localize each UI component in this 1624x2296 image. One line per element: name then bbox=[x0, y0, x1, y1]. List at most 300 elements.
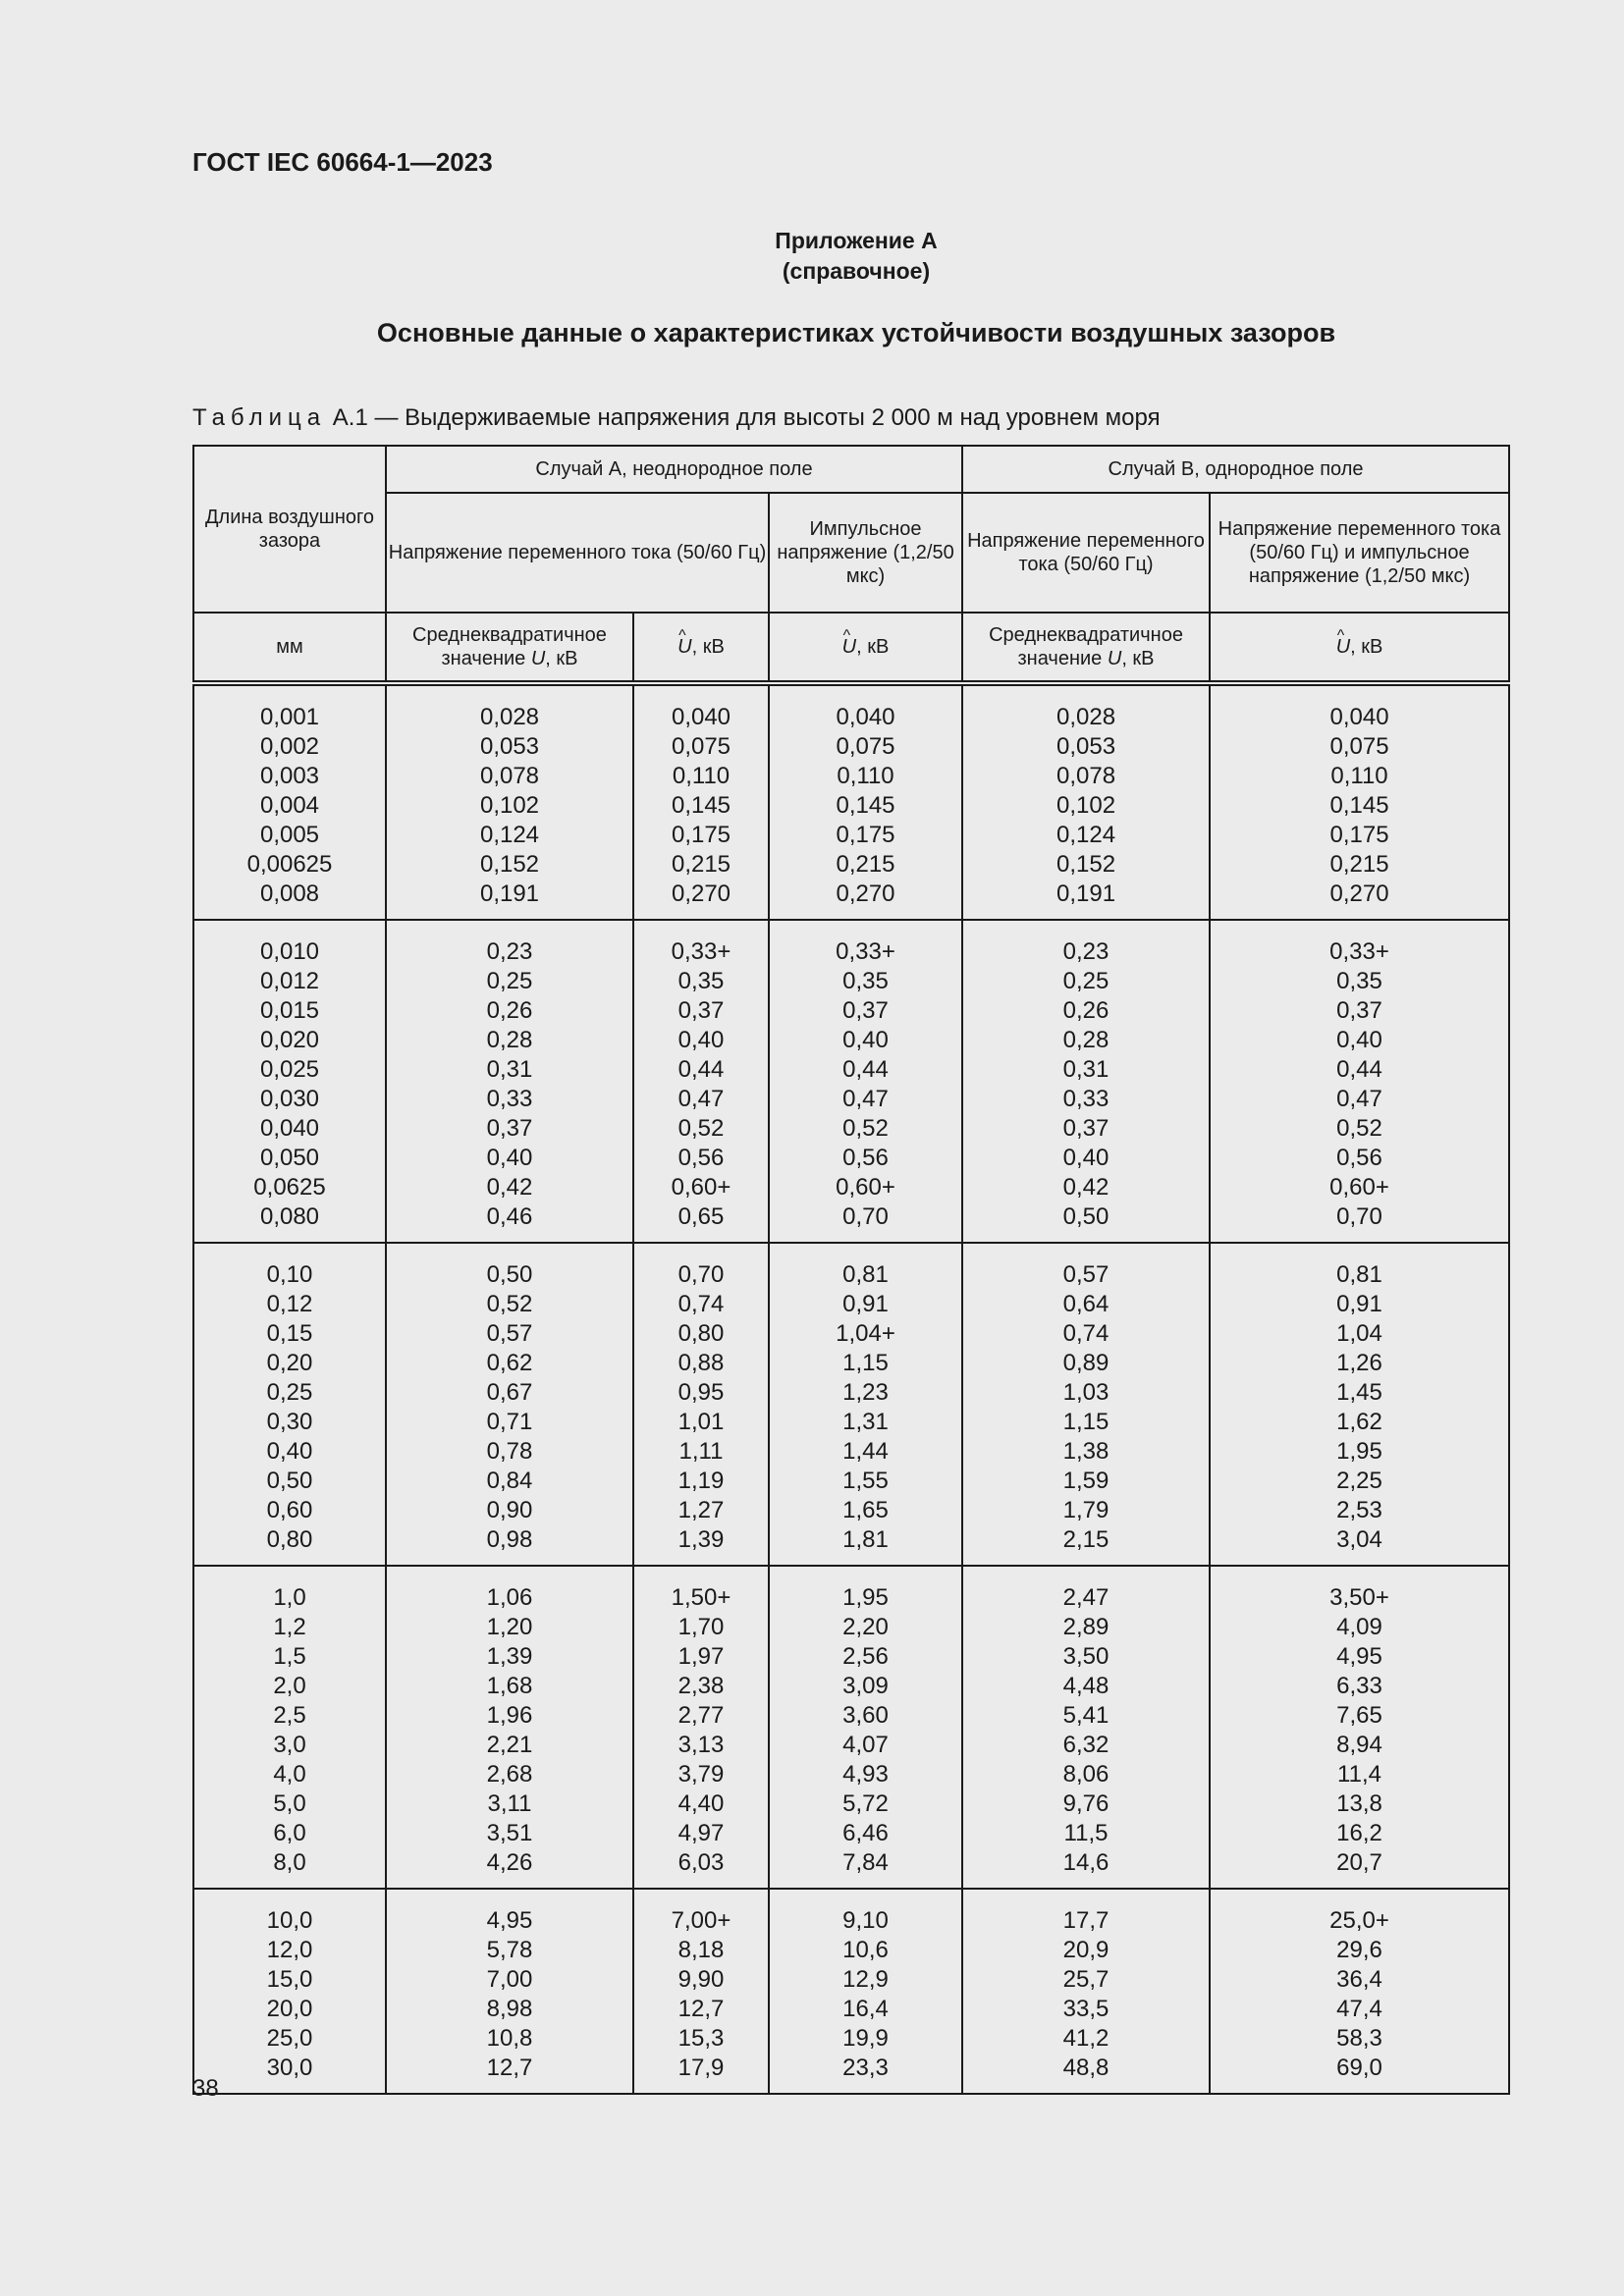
cell-value: 1,23 bbox=[842, 1379, 889, 1406]
cell-value: 12,9 bbox=[842, 1966, 889, 1993]
cell-value: 41,2 bbox=[1062, 2025, 1110, 2052]
cell-value: 19,9 bbox=[842, 2025, 889, 2052]
cell-case-a-ac-rms bbox=[386, 683, 633, 920]
cell-value: 0,110 bbox=[837, 763, 894, 789]
cell-value: 0,145 bbox=[671, 792, 731, 819]
cell-value: 0,42 bbox=[486, 1174, 533, 1201]
peak-symbol: ^ U bbox=[842, 635, 856, 659]
cell-value: 0,40 bbox=[1062, 1145, 1110, 1171]
cell-value: 0,0625 bbox=[253, 1174, 326, 1201]
row-group bbox=[193, 920, 1509, 1243]
cell-value: 0,37 bbox=[842, 997, 889, 1024]
cell-value: 0,52 bbox=[677, 1115, 725, 1142]
cell-value: 2,21 bbox=[486, 1732, 533, 1758]
cell-value: 0,80 bbox=[677, 1320, 725, 1347]
cell-value: 0,95 bbox=[677, 1379, 725, 1406]
cell-value: 0,23 bbox=[1062, 938, 1110, 965]
cell-value: 0,37 bbox=[486, 1115, 533, 1142]
cell-case-a-impulse-peak bbox=[769, 1243, 962, 1566]
cell-case-b-ac-rms bbox=[962, 1566, 1210, 1889]
cell-value: 1,95 bbox=[1336, 1438, 1382, 1465]
cell-value: 33,5 bbox=[1062, 1996, 1110, 2022]
cell-value: 0,12 bbox=[266, 1291, 313, 1317]
cell-value: 0,020 bbox=[259, 1027, 320, 1053]
cell-value: 1,15 bbox=[1062, 1409, 1110, 1435]
cell-value: 20,9 bbox=[1062, 1937, 1110, 1963]
cell-value: 0,31 bbox=[1062, 1056, 1110, 1083]
cell-value: 0,102 bbox=[1056, 792, 1116, 819]
cell-value: 3,0 bbox=[273, 1732, 306, 1758]
cell-case-a-impulse-peak bbox=[769, 683, 962, 920]
cell-value: 1,96 bbox=[486, 1702, 533, 1729]
cell-value: 0,31 bbox=[486, 1056, 533, 1083]
cell-value: 0,44 bbox=[842, 1056, 889, 1083]
cell-value: 0,74 bbox=[1062, 1320, 1110, 1347]
cell-value: 0,040 bbox=[259, 1115, 320, 1142]
cell-value: 0,102 bbox=[479, 792, 540, 819]
cell-value: 30,0 bbox=[266, 2055, 313, 2081]
cell-value: 0,52 bbox=[486, 1291, 533, 1317]
cell-value: 0,175 bbox=[1329, 822, 1389, 848]
cell-value: 0,33+ bbox=[671, 938, 731, 965]
cell-value: 69,0 bbox=[1336, 2055, 1382, 2081]
cell-air-gap-mm bbox=[193, 1566, 386, 1889]
cell-value: 3,13 bbox=[677, 1732, 725, 1758]
cell-value: 16,4 bbox=[842, 1996, 889, 2022]
cell-value: 2,15 bbox=[1062, 1526, 1110, 1553]
cell-case-a-ac-rms bbox=[386, 920, 633, 1243]
cell-value: 0,152 bbox=[479, 851, 540, 878]
cell-case-b-ac-rms bbox=[962, 1243, 1210, 1566]
cell-value: 0,004 bbox=[259, 792, 320, 819]
cell-value: 0,90 bbox=[486, 1497, 533, 1523]
cell-value: 0,040 bbox=[671, 704, 731, 730]
cell-value: 6,0 bbox=[273, 1820, 306, 1846]
cell-value: 0,80 bbox=[266, 1526, 313, 1553]
cell-value: 2,56 bbox=[842, 1643, 889, 1670]
cell-value: 8,98 bbox=[486, 1996, 533, 2022]
cell-value: 2,53 bbox=[1336, 1497, 1382, 1523]
cell-value: 0,52 bbox=[842, 1115, 889, 1142]
row-group bbox=[193, 683, 1509, 920]
cell-case-b-ac-rms bbox=[962, 683, 1210, 920]
cell-value: 2,38 bbox=[677, 1673, 725, 1699]
cell-value: 4,0 bbox=[273, 1761, 306, 1788]
cell-value: 1,27 bbox=[677, 1497, 725, 1523]
cell-value: 4,09 bbox=[1336, 1614, 1382, 1640]
document-code: ГОСТ IEC 60664-1—2023 bbox=[192, 147, 493, 177]
cell-value: 0,70 bbox=[677, 1261, 725, 1288]
cell-value: 48,8 bbox=[1062, 2055, 1110, 2081]
cell-value: 4,07 bbox=[842, 1732, 889, 1758]
cell-value: 0,46 bbox=[486, 1203, 533, 1230]
cell-value: 1,19 bbox=[677, 1468, 725, 1494]
cell-value: 0,00625 bbox=[246, 851, 333, 878]
cell-value: 0,28 bbox=[486, 1027, 533, 1053]
rms-symbol: U bbox=[1107, 648, 1122, 669]
header-case-a-ac: Напряжение переменного тока (50/60 Гц) bbox=[386, 493, 769, 613]
appendix-status: (справочное) bbox=[782, 258, 931, 284]
cell-case-a-impulse-peak bbox=[769, 920, 962, 1243]
cell-value: 3,50+ bbox=[1329, 1584, 1389, 1611]
cell-value: 0,040 bbox=[1329, 704, 1389, 730]
cell-case-a-ac-rms bbox=[386, 1243, 633, 1566]
cell-value: 15,3 bbox=[677, 2025, 725, 2052]
cell-value: 1,0 bbox=[273, 1584, 306, 1611]
cell-value: 0,35 bbox=[1336, 968, 1382, 994]
cell-value: 0,270 bbox=[671, 881, 731, 907]
cell-value: 0,62 bbox=[486, 1350, 533, 1376]
cell-value: 0,110 bbox=[672, 763, 731, 789]
cell-value: 5,0 bbox=[273, 1790, 306, 1817]
cell-case-a-ac-peak bbox=[633, 920, 769, 1243]
cell-value: 0,40 bbox=[1336, 1027, 1382, 1053]
cell-value: 2,25 bbox=[1336, 1468, 1382, 1494]
cell-value: 0,50 bbox=[1062, 1203, 1110, 1230]
cell-value: 5,72 bbox=[842, 1790, 889, 1817]
cell-value: 0,075 bbox=[836, 733, 895, 760]
table-caption bbox=[192, 404, 1161, 432]
cell-value: 1,06 bbox=[486, 1584, 533, 1611]
cell-value: 0,25 bbox=[266, 1379, 313, 1406]
cell-value: 0,44 bbox=[677, 1056, 725, 1083]
cell-value: 1,26 bbox=[1336, 1350, 1382, 1376]
cell-case-a-ac-peak bbox=[633, 1243, 769, 1566]
cell-value: 5,41 bbox=[1062, 1702, 1110, 1729]
cell-value: 0,56 bbox=[1336, 1145, 1382, 1171]
cell-value: 1,68 bbox=[486, 1673, 533, 1699]
cell-value: 0,124 bbox=[479, 822, 540, 848]
cell-value: 1,11 bbox=[678, 1438, 724, 1465]
cell-value: 20,7 bbox=[1336, 1849, 1382, 1876]
cell-value: 1,79 bbox=[1062, 1497, 1110, 1523]
cell-value: 4,95 bbox=[1336, 1643, 1382, 1670]
cell-value: 12,7 bbox=[677, 1996, 725, 2022]
cell-value: 0,60 bbox=[266, 1497, 313, 1523]
cell-value: 0,145 bbox=[836, 792, 895, 819]
cell-value: 0,215 bbox=[1329, 851, 1389, 878]
header-rms-case-b bbox=[962, 613, 1210, 683]
cell-value: 0,56 bbox=[677, 1145, 725, 1171]
header-unit-mm: мм bbox=[193, 613, 386, 683]
cell-value: 0,50 bbox=[266, 1468, 313, 1494]
cell-value: 9,90 bbox=[677, 1966, 725, 1993]
cell-value: 1,55 bbox=[842, 1468, 889, 1494]
cell-value: 0,050 bbox=[259, 1145, 320, 1171]
cell-value: 3,50 bbox=[1062, 1643, 1110, 1670]
cell-value: 0,040 bbox=[836, 704, 895, 730]
header-case-a-impulse: Импульсное напряжение (1,2/50 мкс) bbox=[769, 493, 962, 613]
cell-value: 0,028 bbox=[1056, 704, 1116, 730]
cell-value: 1,31 bbox=[842, 1409, 889, 1435]
header-peak-case-a-impulse bbox=[769, 613, 962, 683]
cell-value: 0,35 bbox=[842, 968, 889, 994]
cell-value: 0,215 bbox=[836, 851, 895, 878]
cell-value: 0,88 bbox=[677, 1350, 725, 1376]
cell-value: 3,79 bbox=[677, 1761, 725, 1788]
cell-value: 36,4 bbox=[1336, 1966, 1382, 1993]
cell-value: 29,6 bbox=[1336, 1937, 1382, 1963]
cell-value: 1,04 bbox=[1336, 1320, 1382, 1347]
cell-value: 0,075 bbox=[671, 733, 731, 760]
cell-value: 7,00+ bbox=[671, 1907, 731, 1934]
cell-value: 0,270 bbox=[836, 881, 895, 907]
cell-value: 2,89 bbox=[1062, 1614, 1110, 1640]
rms-label: Среднеквадратичное значение bbox=[989, 624, 1183, 669]
cell-value: 6,03 bbox=[677, 1849, 725, 1876]
cell-value: 1,01 bbox=[677, 1409, 725, 1435]
cell-value: 0,91 bbox=[1336, 1291, 1382, 1317]
cell-value: 15,0 bbox=[266, 1966, 313, 1993]
cell-air-gap-mm bbox=[193, 920, 386, 1243]
cell-value: 9,10 bbox=[842, 1907, 889, 1934]
page-number: 38 bbox=[192, 2075, 219, 2102]
rms-symbol: U bbox=[530, 648, 546, 669]
cell-value: 7,84 bbox=[842, 1849, 889, 1876]
cell-value: 10,0 bbox=[266, 1907, 313, 1934]
cell-value: 25,0+ bbox=[1329, 1907, 1389, 1934]
cell-case-a-ac-peak bbox=[633, 1566, 769, 1889]
cell-value: 2,5 bbox=[273, 1702, 306, 1729]
cell-value: 0,42 bbox=[1062, 1174, 1110, 1201]
cell-value: 0,078 bbox=[1056, 763, 1116, 789]
cell-value: 11,4 bbox=[1337, 1761, 1381, 1788]
cell-value: 0,10 bbox=[266, 1261, 313, 1288]
cell-value: 17,7 bbox=[1062, 1907, 1110, 1934]
cell-value: 1,20 bbox=[486, 1614, 533, 1640]
cell-value: 1,5 bbox=[273, 1643, 306, 1670]
cell-value: 0,152 bbox=[1056, 851, 1116, 878]
cell-value: 0,053 bbox=[1056, 733, 1116, 760]
cell-value: 0,37 bbox=[1336, 997, 1382, 1024]
cell-value: 0,71 bbox=[486, 1409, 533, 1435]
cell-value: 12,0 bbox=[266, 1937, 313, 1963]
cell-value: 0,012 bbox=[259, 968, 320, 994]
cell-value: 3,04 bbox=[1336, 1526, 1382, 1553]
cell-value: 1,38 bbox=[1062, 1438, 1110, 1465]
cell-value: 0,33+ bbox=[836, 938, 895, 965]
cell-case-a-ac-rms bbox=[386, 1566, 633, 1889]
cell-value: 0,175 bbox=[836, 822, 895, 848]
cell-value: 0,191 bbox=[479, 881, 540, 907]
cell-value: 0,028 bbox=[479, 704, 540, 730]
cell-value: 1,62 bbox=[1336, 1409, 1382, 1435]
cell-value: 0,270 bbox=[1329, 881, 1389, 907]
cell-value: 1,97 bbox=[677, 1643, 725, 1670]
appendix-heading bbox=[0, 226, 1624, 287]
cell-value: 7,65 bbox=[1336, 1702, 1382, 1729]
rms-label: Среднеквадратичное значение bbox=[412, 624, 607, 669]
cell-value: 0,26 bbox=[1062, 997, 1110, 1024]
cell-value: 2,20 bbox=[842, 1614, 889, 1640]
cell-value: 0,98 bbox=[486, 1526, 533, 1553]
peak-unit: , кВ bbox=[1350, 636, 1383, 658]
cell-value: 0,33 bbox=[1062, 1086, 1110, 1112]
cell-case-a-impulse-peak bbox=[769, 1566, 962, 1889]
cell-value: 0,030 bbox=[259, 1086, 320, 1112]
cell-value: 0,008 bbox=[259, 881, 320, 907]
cell-value: 0,003 bbox=[259, 763, 320, 789]
cell-value: 0,70 bbox=[842, 1203, 889, 1230]
cell-value: 2,0 bbox=[273, 1673, 306, 1699]
cell-value: 0,84 bbox=[486, 1468, 533, 1494]
cell-value: 0,110 bbox=[1330, 763, 1388, 789]
row-group bbox=[193, 1243, 1509, 1566]
table-caption-prefix: Таблица bbox=[192, 404, 327, 431]
cell-value: 0,080 bbox=[259, 1203, 320, 1230]
cell-value: 13,8 bbox=[1336, 1790, 1382, 1817]
cell-value: 1,39 bbox=[486, 1643, 533, 1670]
cell-air-gap-mm bbox=[193, 683, 386, 920]
cell-value: 1,04+ bbox=[836, 1320, 895, 1347]
table-row bbox=[193, 1889, 1509, 2094]
cell-value: 0,57 bbox=[486, 1320, 533, 1347]
cell-value: 4,26 bbox=[486, 1849, 533, 1876]
cell-value: 3,09 bbox=[842, 1673, 889, 1699]
cell-value: 1,70 bbox=[677, 1614, 725, 1640]
cell-value: 0,35 bbox=[677, 968, 725, 994]
cell-case-a-ac-peak bbox=[633, 683, 769, 920]
cell-value: 0,33 bbox=[486, 1086, 533, 1112]
cell-value: 0,81 bbox=[842, 1261, 889, 1288]
cell-value: 1,44 bbox=[842, 1438, 889, 1465]
cell-value: 4,40 bbox=[677, 1790, 725, 1817]
cell-value: 0,89 bbox=[1062, 1350, 1110, 1376]
cell-value: 0,075 bbox=[1329, 733, 1389, 760]
cell-value: 0,52 bbox=[1336, 1115, 1382, 1142]
header-case-b-ac: Напряжение переменного тока (50/60 Гц) bbox=[962, 493, 1210, 613]
cell-value: 0,47 bbox=[677, 1086, 725, 1112]
rms-unit: , кВ bbox=[545, 648, 578, 669]
cell-value: 0,30 bbox=[266, 1409, 313, 1435]
appendix-main-title: Основные данные о характеристиках устойчивости воздушных зазоров bbox=[376, 318, 1336, 347]
cell-value: 3,60 bbox=[842, 1702, 889, 1729]
cell-value: 4,95 bbox=[486, 1907, 533, 1934]
cell-case-b-ac-rms bbox=[962, 920, 1210, 1243]
cell-value: 8,94 bbox=[1336, 1732, 1382, 1758]
cell-value: 8,18 bbox=[677, 1937, 725, 1963]
header-case-b: Случай В, однородное поле bbox=[962, 446, 1509, 493]
cell-value: 0,50 bbox=[486, 1261, 533, 1288]
peak-unit: , кВ bbox=[856, 636, 890, 658]
cell-value: 7,00 bbox=[486, 1966, 533, 1993]
cell-value: 1,95 bbox=[842, 1584, 889, 1611]
cell-value: 0,57 bbox=[1062, 1261, 1110, 1288]
cell-value: 11,5 bbox=[1063, 1820, 1109, 1846]
header-peak-case-a-ac bbox=[633, 613, 769, 683]
cell-value: 0,78 bbox=[486, 1438, 533, 1465]
cell-case-b-peak bbox=[1210, 1889, 1509, 2094]
header-case-a: Случай А, неоднородное поле bbox=[386, 446, 962, 493]
cell-value: 0,47 bbox=[1336, 1086, 1382, 1112]
cell-value: 0,40 bbox=[677, 1027, 725, 1053]
cell-case-b-peak bbox=[1210, 920, 1509, 1243]
withstand-voltage-table bbox=[192, 445, 1510, 2095]
cell-value: 0,64 bbox=[1062, 1291, 1110, 1317]
cell-value: 1,03 bbox=[1062, 1379, 1110, 1406]
cell-value: 1,15 bbox=[842, 1350, 889, 1376]
cell-value: 0,25 bbox=[486, 968, 533, 994]
cell-value: 25,7 bbox=[1062, 1966, 1110, 1993]
cell-case-a-ac-peak bbox=[633, 1889, 769, 2094]
cell-value: 0,40 bbox=[486, 1145, 533, 1171]
header-air-gap-length: Длина воздушного зазора bbox=[193, 446, 386, 613]
cell-value: 0,053 bbox=[479, 733, 540, 760]
cell-value: 47,4 bbox=[1336, 1996, 1382, 2022]
cell-value: 0,28 bbox=[1062, 1027, 1110, 1053]
table-caption-text: А.1 — Выдерживаемые напряжения для высоты 2 000 м над уровнем моря bbox=[332, 404, 1161, 431]
table-row bbox=[193, 1243, 1509, 1566]
cell-value: 1,65 bbox=[842, 1497, 889, 1523]
cell-value: 0,40 bbox=[266, 1438, 313, 1465]
cell-value: 2,77 bbox=[677, 1702, 725, 1729]
cell-value: 0,67 bbox=[486, 1379, 533, 1406]
cell-value: 2,47 bbox=[1062, 1584, 1110, 1611]
peak-unit: , кВ bbox=[691, 636, 725, 658]
cell-value: 0,47 bbox=[842, 1086, 889, 1112]
cell-value: 1,39 bbox=[677, 1526, 725, 1553]
cell-value: 0,65 bbox=[677, 1203, 725, 1230]
cell-value: 0,25 bbox=[1062, 968, 1110, 994]
rms-unit: , кВ bbox=[1121, 648, 1155, 669]
cell-case-b-peak bbox=[1210, 1566, 1509, 1889]
cell-value: 0,40 bbox=[842, 1027, 889, 1053]
cell-value: 0,025 bbox=[259, 1056, 320, 1083]
cell-value: 0,60+ bbox=[671, 1174, 731, 1201]
cell-value: 0,91 bbox=[842, 1291, 889, 1317]
table-header bbox=[193, 446, 1509, 683]
cell-value: 10,6 bbox=[842, 1937, 889, 1963]
header-case-b-ac-impulse: Напряжение переменного тока (50/60 Гц) и импульсное напряжение (1,2/50 мкс) bbox=[1210, 493, 1509, 613]
cell-value: 1,45 bbox=[1336, 1379, 1382, 1406]
cell-value: 0,078 bbox=[479, 763, 540, 789]
cell-case-b-ac-rms bbox=[962, 1889, 1210, 2094]
cell-value: 1,2 bbox=[273, 1614, 306, 1640]
peak-symbol: ^ U bbox=[1336, 635, 1350, 659]
cell-value: 4,48 bbox=[1062, 1673, 1110, 1699]
table-row bbox=[193, 683, 1509, 920]
cell-value: 58,3 bbox=[1336, 2025, 1382, 2052]
cell-value: 0,015 bbox=[259, 997, 320, 1024]
cell-value: 25,0 bbox=[266, 2025, 313, 2052]
cell-value: 9,76 bbox=[1062, 1790, 1110, 1817]
peak-symbol: ^ U bbox=[677, 635, 691, 659]
cell-value: 1,81 bbox=[842, 1526, 889, 1553]
cell-value: 20,0 bbox=[266, 1996, 313, 2022]
cell-value: 14,6 bbox=[1062, 1849, 1110, 1876]
header-rms-case-a bbox=[386, 613, 633, 683]
cell-value: 17,9 bbox=[677, 2055, 725, 2081]
cell-value: 6,46 bbox=[842, 1820, 889, 1846]
cell-value: 0,175 bbox=[671, 822, 731, 848]
cell-value: 3,51 bbox=[486, 1820, 533, 1846]
row-group bbox=[193, 1889, 1509, 2094]
cell-value: 16,2 bbox=[1336, 1820, 1382, 1846]
cell-case-a-impulse-peak bbox=[769, 1889, 962, 2094]
appendix-title: Приложение А bbox=[775, 228, 938, 253]
header-peak-case-b bbox=[1210, 613, 1509, 683]
cell-air-gap-mm bbox=[193, 1243, 386, 1566]
cell-value: 0,26 bbox=[486, 997, 533, 1024]
cell-value: 6,32 bbox=[1062, 1732, 1110, 1758]
cell-case-b-peak bbox=[1210, 683, 1509, 920]
cell-value: 0,215 bbox=[671, 851, 731, 878]
cell-value: 0,15 bbox=[266, 1320, 313, 1347]
cell-value: 0,60+ bbox=[1329, 1174, 1389, 1201]
cell-value: 0,124 bbox=[1056, 822, 1116, 848]
cell-air-gap-mm bbox=[193, 1889, 386, 2094]
cell-value: 0,33+ bbox=[1329, 938, 1389, 965]
